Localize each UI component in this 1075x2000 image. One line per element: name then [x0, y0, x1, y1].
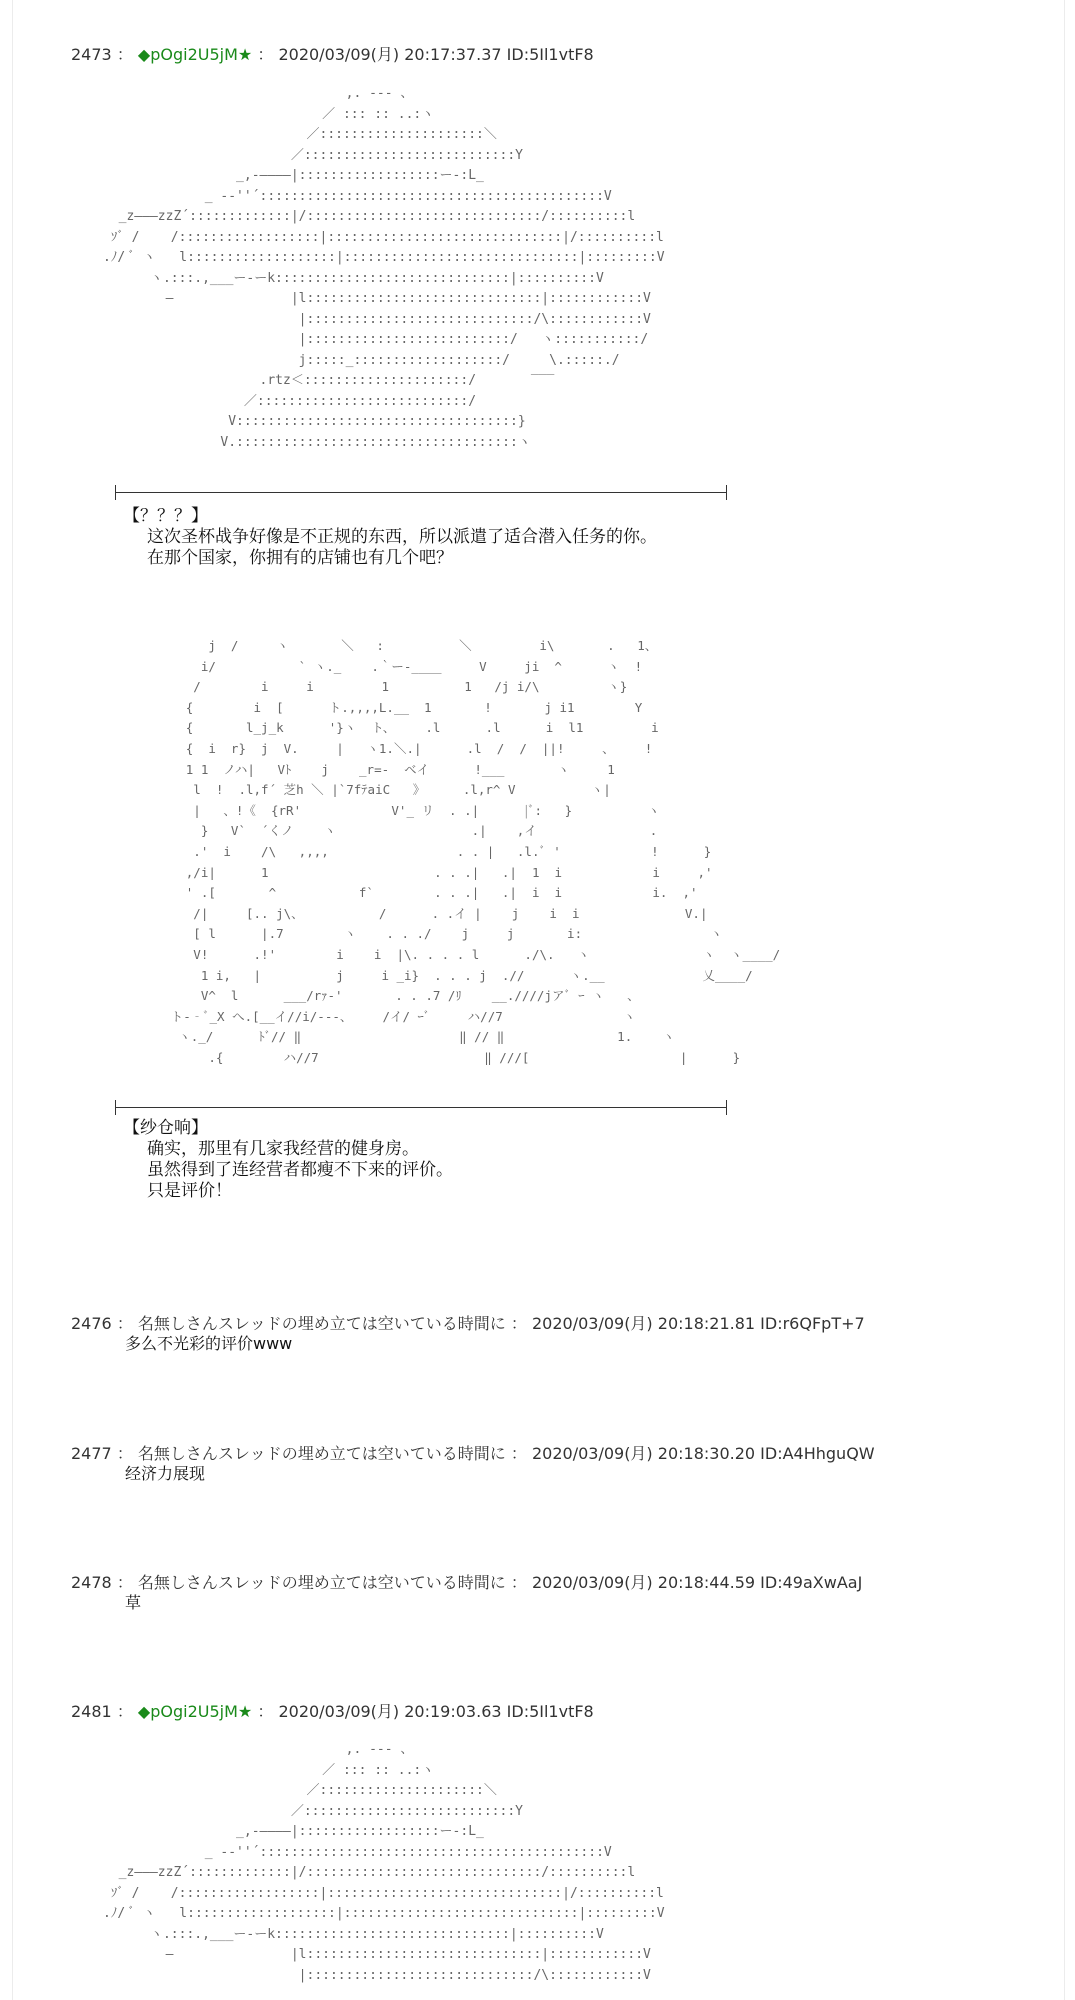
post-body: 草	[125, 1593, 142, 1612]
post-datetime: 2020/03/09(月) 20:18:44.59	[531, 1573, 756, 1592]
post-id[interactable]: ID:5Il1vtF8	[506, 45, 594, 64]
header-separator: ：	[510, 1314, 527, 1333]
ascii-art-figure: ,. --- 、 ／ ::: :: ..:ヽ ／:::::::::::::::::::::＼ ／:::::::::::::::::::::::::::Y _,-――――|::::::::::::::::::ー‐:L_ _ --''´::::::::::::::::::::::::::::::::::::::::::::V _z―――zzZ´:::::::::::::|/::::::::::::::::::::::::::::::/::::::::::l ｿﾞ / /::::::::::::::::::|::::::::::::::::::::::::::::::|/::::::::::l .ﾉ/ ﾞ ヽ l:::::::::::::::::::|::::::::::::::::::::::::::::::|:::::::::V ヽ.:::.,___ー‐ーk::::::::::::::::::::::::::::::|::::::::::V ― |l::::::::::::::::::::::::::::::|::::::::::::V |:::::::::::::::::::::::::::::/\::::::::::::V |::::::::::::::::::::::::::/ ヽ:::::::::::/ j:::::_:::::::::::::::::::/ \.:::::./ .rtz＜:::::::::::::::::::::/ ‾‾‾ ／:::::::::::::::::::::::::::/ V::::::::::::::::::::::::::::::::::::} V.::::::::::::::::::::::::::::::::::::ヽ	[103, 86, 665, 450]
speaker-label: 【纱仓响】	[123, 1118, 208, 1138]
header-separator: ：	[510, 1444, 527, 1463]
post	[71, 1314, 865, 1354]
speech-block	[123, 506, 657, 569]
post-id[interactable]: ID:A4HhguQW	[760, 1444, 875, 1463]
post-id[interactable]: ID:5Il1vtF8	[506, 1702, 594, 1721]
post-header	[71, 45, 594, 65]
post-id[interactable]: ID:r6QFpT+7	[760, 1314, 865, 1333]
post-number[interactable]: 2481	[71, 1702, 112, 1721]
post-number[interactable]: 2478	[71, 1573, 112, 1592]
post-number[interactable]: 2473	[71, 45, 112, 64]
poster-name: 名無しさんスレッドの埋め立ては空いている時間に	[137, 1573, 506, 1592]
ascii-art-character: j / ヽ ＼ : ＼ i\ . 1、 i/ ` ヽ._ .｀ー‐____ V ji ^ ヽ ! / i i 1 1 /j i/\ ヽ} { i [ ト.,,,,L.__ 1 ! j i1 Y { l_j_k '}ヽ ト、 .l .l i l1 i { i r} j V. | ヽ1.＼.| .l / / ||! 、 ! 1 1 ノハ| Vﾄ j _r=‐ ベイ !___ ヽ 1 l ! .l,f´ 芝h ＼ |`7fﾃaiC 》 .l,r^ V ヽ| | 、!《 {rR' V'_ リ . .| |ﾞ: } ヽ } V` ´くノ ヽ .| ,イ . .' i /\ ,,,, . . | .l.ﾞ ' ! } ,/i| 1 . . .| .| 1 i i ,' ' .[ ^ f` . . .| .| i i i. ,' /| [.. j\、 / . .イ | j i i V.| [ l |.7 ヽ . . ./ j j i: ヽ V! .!' i i |\. . . . l ./\. ヽ ヽ ヽ____/ 1 i, | j i _i} . . . j .// ヽ.__ 乂____/ V^ l ___/rｧ‐' . . .7 /ﾘ __.////jアﾞ ｰ ヽ 、 ト‐‐ﾞ_X へ.[__イ//i/‐‐‐、 /イ/ ｰﾞ ハ//7 ヽ ヽ._/ ﾄﾞ// ‖ ‖ // ‖ 1. ヽ .{ ハ//7 ‖ ///[ | }	[170, 638, 781, 1065]
post-body: 多么不光彩的评价www	[125, 1334, 293, 1353]
ascii-art-figure: ,. --- 、 ／ ::: :: ..:ヽ ／:::::::::::::::::::::＼ ／:::::::::::::::::::::::::::Y _,-――――|::::::::::::::::::ー‐:L_ _ --''´::::::::::::::::::::::::::::::::::::::::::::V _z―――zzZ´:::::::::::::|/::::::::::::::::::::::::::::::/::::::::::l ｿﾞ / /::::::::::::::::::|::::::::::::::::::::::::::::::|/::::::::::l .ﾉ/ ﾞ ヽ l:::::::::::::::::::|::::::::::::::::::::::::::::::|:::::::::V ヽ.:::.,___ー‐ーk::::::::::::::::::::::::::::::|::::::::::V ― |l::::::::::::::::::::::::::::::|::::::::::::V |:::::::::::::::::::::::::::::/\::::::::::::V	[103, 1742, 665, 1983]
speech-line: 确实，那里有几家我经营的健身房。	[147, 1139, 419, 1159]
post-datetime: 2020/03/09(月) 20:18:30.20	[531, 1444, 756, 1463]
divider-line	[115, 492, 727, 493]
header-separator: ：	[116, 1573, 133, 1592]
poster-name: ◆pOgi2U5jM	[137, 45, 238, 64]
post-datetime: 2020/03/09(月) 20:17:37.37	[278, 45, 502, 64]
post-number[interactable]: 2476	[71, 1314, 112, 1333]
speech-line: 虽然得到了连经营者都瘦不下来的评价。	[147, 1160, 453, 1180]
post	[71, 1444, 875, 1484]
star-icon: ★	[237, 1702, 253, 1721]
post-number[interactable]: 2477	[71, 1444, 112, 1463]
post	[71, 1573, 862, 1613]
poster-name: 名無しさんスレッドの埋め立ては空いている時間に	[137, 1444, 506, 1463]
header-separator: ：	[116, 45, 133, 64]
header-separator: ：	[257, 1702, 274, 1721]
speech-line: 这次圣杯战争好像是不正规的东西，所以派遣了适合潜入任务的你。	[147, 527, 657, 547]
post-header	[71, 1444, 875, 1464]
header-separator: ：	[116, 1314, 133, 1333]
star-icon: ★	[237, 45, 253, 64]
header-separator: ：	[257, 45, 274, 64]
header-separator: ：	[116, 1702, 133, 1721]
post-header	[71, 1702, 594, 1722]
post-header	[71, 1573, 862, 1593]
post-datetime: 2020/03/09(月) 20:19:03.63	[278, 1702, 502, 1721]
poster-name: 名無しさんスレッドの埋め立ては空いている時間に	[137, 1314, 506, 1333]
thread-page	[12, 0, 1065, 2000]
post-header	[71, 1314, 865, 1334]
post-datetime: 2020/03/09(月) 20:18:21.81	[531, 1314, 756, 1333]
post-body: 经济力展现	[125, 1464, 206, 1483]
post-id[interactable]: ID:49aXwAaJ	[760, 1573, 863, 1592]
poster-name: ◆pOgi2U5jM	[137, 1702, 238, 1721]
divider-line	[115, 1107, 727, 1108]
speech-line: 在那个国家，你拥有的店铺也有几个吧？	[147, 548, 453, 568]
speaker-label: 【？？？】	[123, 506, 208, 526]
speech-line: 只是评价！	[147, 1181, 232, 1201]
header-separator: ：	[510, 1573, 527, 1592]
header-separator: ：	[116, 1444, 133, 1463]
speech-block	[123, 1118, 453, 1202]
